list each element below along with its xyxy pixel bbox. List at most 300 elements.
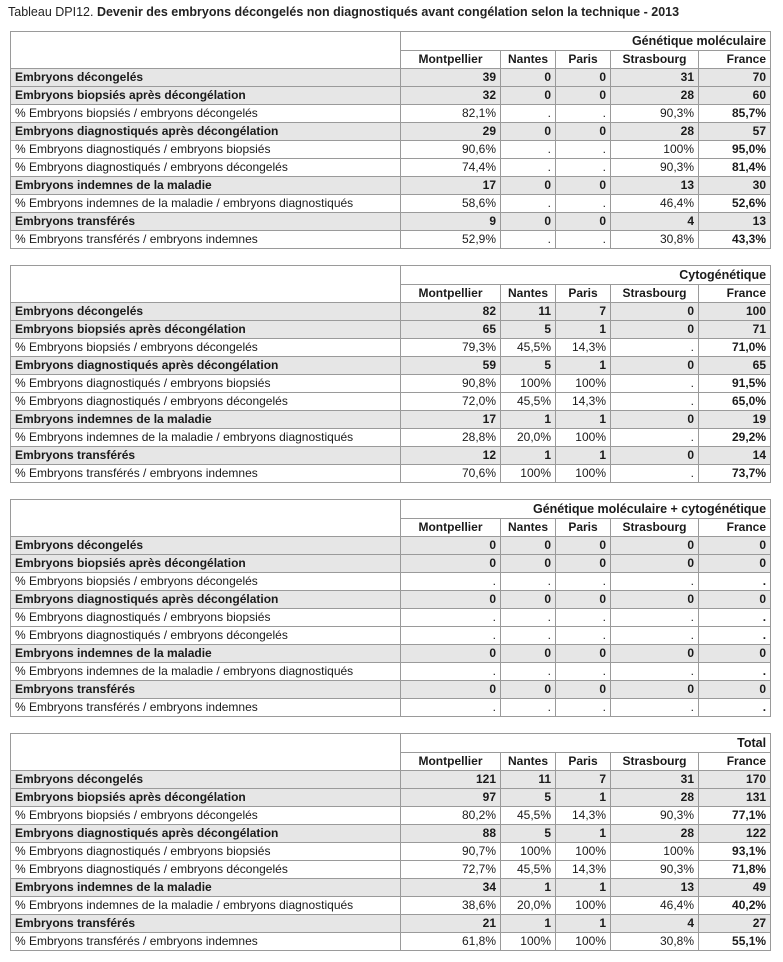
value-cell-france: 49 [699,879,771,897]
value-cell-montpellier: 29 [401,123,501,141]
row-label: Embryons diagnostiqués après décongélation [11,591,401,609]
row-label: Embryons diagnostiqués après décongélation [11,357,401,375]
value-cell-strasbourg: 90,3% [611,807,699,825]
table-row [11,465,771,483]
row-label: Embryons indemnes de la maladie [11,177,401,195]
table-row [11,555,771,573]
value-cell-strasbourg: . [611,663,699,681]
value-cell-montpellier: 72,0% [401,393,501,411]
value-cell-france: 65,0% [699,393,771,411]
table-row [11,861,771,879]
value-cell-montpellier: 90,6% [401,141,501,159]
value-cell-nantes: 5 [501,321,556,339]
table-row [11,537,771,555]
column-header-nantes: Nantes [501,519,556,537]
value-cell-france: 52,6% [699,195,771,213]
value-cell-montpellier: 0 [401,537,501,555]
table-row [11,375,771,393]
value-cell-nantes: . [501,573,556,591]
value-cell-france: 131 [699,789,771,807]
section-title: Cytogénétique [401,266,771,285]
table-row [11,627,771,645]
value-cell-strasbourg: 30,8% [611,933,699,951]
value-cell-strasbourg: 31 [611,69,699,87]
section-header-row [11,734,771,753]
value-cell-paris: 14,3% [556,807,611,825]
row-label: Embryons indemnes de la maladie [11,645,401,663]
value-cell-france: 40,2% [699,897,771,915]
row-label: % Embryons transférés / embryons indemnes [11,231,401,249]
column-header-montpellier: Montpellier [401,285,501,303]
value-cell-nantes: . [501,609,556,627]
value-cell-paris: 1 [556,357,611,375]
value-cell-paris: . [556,573,611,591]
row-label: Embryons biopsiés après décongélation [11,321,401,339]
value-cell-strasbourg: . [611,465,699,483]
value-cell-nantes: 0 [501,645,556,663]
value-cell-nantes: 20,0% [501,897,556,915]
value-cell-strasbourg: 0 [611,555,699,573]
table-row [11,825,771,843]
column-header-row [11,519,771,537]
value-cell-france: 29,2% [699,429,771,447]
table-row [11,177,771,195]
column-header-row [11,285,771,303]
row-label: % Embryons diagnostiqués / embryons décongelés [11,393,401,411]
row-label: % Embryons diagnostiqués / embryons biopsiés [11,609,401,627]
table-row [11,591,771,609]
table-row [11,159,771,177]
section-header-row [11,266,771,285]
value-cell-strasbourg: . [611,699,699,717]
row-label: Embryons diagnostiqués après décongélation [11,123,401,141]
table-row [11,213,771,231]
value-cell-strasbourg: 0 [611,357,699,375]
value-cell-paris: . [556,231,611,249]
value-cell-nantes: . [501,627,556,645]
value-cell-montpellier: 80,2% [401,807,501,825]
row-label: % Embryons biopsiés / embryons décongelés [11,105,401,123]
value-cell-france: 122 [699,825,771,843]
value-cell-strasbourg: . [611,609,699,627]
column-header-france: France [699,51,771,69]
table-row [11,573,771,591]
value-cell-montpellier: 0 [401,591,501,609]
value-cell-montpellier: 88 [401,825,501,843]
value-cell-montpellier: . [401,573,501,591]
row-label: % Embryons diagnostiqués / embryons décongelés [11,159,401,177]
table-row [11,879,771,897]
table-row [11,321,771,339]
value-cell-nantes: 11 [501,303,556,321]
table-row [11,393,771,411]
section-title: Génétique moléculaire [401,32,771,51]
column-header-row [11,753,771,771]
value-cell-strasbourg: 0 [611,681,699,699]
value-cell-montpellier: . [401,609,501,627]
table-row [11,645,771,663]
value-cell-montpellier: 82 [401,303,501,321]
value-cell-nantes: 100% [501,375,556,393]
value-cell-montpellier: 34 [401,879,501,897]
value-cell-paris: . [556,105,611,123]
column-header-france: France [699,519,771,537]
corner-cell [11,51,401,69]
column-header-paris: Paris [556,285,611,303]
value-cell-paris: 100% [556,843,611,861]
value-cell-paris: 100% [556,429,611,447]
value-cell-paris: 0 [556,681,611,699]
row-label: Embryons décongelés [11,303,401,321]
row-label: % Embryons transférés / embryons indemnes [11,933,401,951]
value-cell-paris: 0 [556,537,611,555]
value-cell-paris: . [556,141,611,159]
column-header-strasbourg: Strasbourg [611,51,699,69]
value-cell-paris: 0 [556,177,611,195]
row-label: % Embryons diagnostiqués / embryons biopsiés [11,843,401,861]
table-cytogenetique [10,265,771,483]
value-cell-nantes: 11 [501,771,556,789]
column-header-france: France [699,285,771,303]
value-cell-paris: 0 [556,87,611,105]
value-cell-france: 14 [699,447,771,465]
table-row [11,303,771,321]
value-cell-paris: . [556,627,611,645]
column-header-paris: Paris [556,51,611,69]
value-cell-paris: 0 [556,213,611,231]
table-row [11,411,771,429]
value-cell-montpellier: 59 [401,357,501,375]
value-cell-france: 85,7% [699,105,771,123]
value-cell-paris: 1 [556,915,611,933]
value-cell-strasbourg: 0 [611,645,699,663]
value-cell-france: . [699,573,771,591]
value-cell-strasbourg: . [611,429,699,447]
row-label: % Embryons diagnostiqués / embryons biopsiés [11,375,401,393]
value-cell-strasbourg: 100% [611,843,699,861]
corner-cell [11,500,401,519]
row-label: % Embryons biopsiés / embryons décongelés [11,807,401,825]
value-cell-strasbourg: 28 [611,87,699,105]
value-cell-strasbourg: 90,3% [611,861,699,879]
row-label: Embryons indemnes de la maladie [11,411,401,429]
table-row [11,447,771,465]
value-cell-paris: 100% [556,933,611,951]
table-row [11,897,771,915]
value-cell-strasbourg: 46,4% [611,897,699,915]
table-row [11,195,771,213]
value-cell-france: . [699,699,771,717]
value-cell-france: 0 [699,555,771,573]
value-cell-france: 77,1% [699,807,771,825]
value-cell-nantes: 0 [501,123,556,141]
value-cell-montpellier: 38,6% [401,897,501,915]
column-header-montpellier: Montpellier [401,753,501,771]
value-cell-montpellier: 0 [401,555,501,573]
value-cell-paris: 0 [556,645,611,663]
value-cell-strasbourg: 100% [611,141,699,159]
value-cell-montpellier: 17 [401,177,501,195]
value-cell-nantes: 0 [501,555,556,573]
section-header-row [11,32,771,51]
row-label: % Embryons transférés / embryons indemnes [11,699,401,717]
value-cell-montpellier: 97 [401,789,501,807]
row-label: Embryons transférés [11,213,401,231]
value-cell-strasbourg: 90,3% [611,159,699,177]
value-cell-france: 30 [699,177,771,195]
corner-cell [11,266,401,285]
column-header-paris: Paris [556,519,611,537]
value-cell-montpellier: 17 [401,411,501,429]
value-cell-paris: 1 [556,447,611,465]
value-cell-paris: . [556,195,611,213]
value-cell-nantes: 0 [501,213,556,231]
value-cell-france: 60 [699,87,771,105]
value-cell-montpellier: 79,3% [401,339,501,357]
table-genetique-moleculaire [10,31,771,249]
value-cell-nantes: 100% [501,465,556,483]
value-cell-france: 100 [699,303,771,321]
value-cell-montpellier: 58,6% [401,195,501,213]
value-cell-nantes: 0 [501,87,556,105]
table-row [11,339,771,357]
value-cell-paris: 1 [556,825,611,843]
row-label: % Embryons indemnes de la maladie / embryons diagnostiqués [11,429,401,447]
value-cell-strasbourg: 28 [611,123,699,141]
value-cell-montpellier: 32 [401,87,501,105]
value-cell-nantes: 1 [501,879,556,897]
value-cell-france: 71 [699,321,771,339]
table-row [11,681,771,699]
table-row [11,933,771,951]
column-header-nantes: Nantes [501,51,556,69]
table-number: Tableau DPI12. [8,5,94,19]
value-cell-france: . [699,609,771,627]
value-cell-paris: 100% [556,375,611,393]
corner-cell [11,519,401,537]
row-label: % Embryons diagnostiqués / embryons décongelés [11,627,401,645]
value-cell-france: 71,8% [699,861,771,879]
column-header-nantes: Nantes [501,753,556,771]
value-cell-montpellier: 12 [401,447,501,465]
value-cell-montpellier: 74,4% [401,159,501,177]
value-cell-paris: 7 [556,771,611,789]
value-cell-nantes: 1 [501,411,556,429]
table-row [11,429,771,447]
value-cell-france: 0 [699,645,771,663]
column-header-strasbourg: Strasbourg [611,285,699,303]
value-cell-france: 0 [699,681,771,699]
value-cell-montpellier: 9 [401,213,501,231]
row-label: % Embryons diagnostiqués / embryons biopsiés [11,141,401,159]
value-cell-nantes: 0 [501,591,556,609]
value-cell-paris: 1 [556,321,611,339]
value-cell-nantes: 0 [501,537,556,555]
row-label: % Embryons biopsiés / embryons décongelés [11,339,401,357]
column-header-paris: Paris [556,753,611,771]
value-cell-france: 55,1% [699,933,771,951]
value-cell-france: 57 [699,123,771,141]
value-cell-paris: . [556,699,611,717]
value-cell-nantes: 45,5% [501,807,556,825]
value-cell-france: 95,0% [699,141,771,159]
value-cell-paris: . [556,609,611,627]
row-label: Embryons transférés [11,681,401,699]
value-cell-montpellier: 90,8% [401,375,501,393]
table-row [11,843,771,861]
row-label: Embryons diagnostiqués après décongélation [11,825,401,843]
value-cell-paris: . [556,159,611,177]
row-label: % Embryons transférés / embryons indemnes [11,465,401,483]
column-header-nantes: Nantes [501,285,556,303]
value-cell-strasbourg: 0 [611,321,699,339]
value-cell-france: 27 [699,915,771,933]
value-cell-strasbourg: . [611,573,699,591]
value-cell-nantes: 5 [501,357,556,375]
table-genetique-moleculaire-cytogenetique [10,499,771,717]
value-cell-strasbourg: 0 [611,303,699,321]
value-cell-strasbourg: 31 [611,771,699,789]
value-cell-nantes: 0 [501,177,556,195]
value-cell-france: 70 [699,69,771,87]
value-cell-france: 81,4% [699,159,771,177]
value-cell-france: 170 [699,771,771,789]
value-cell-france: 0 [699,591,771,609]
value-cell-strasbourg: . [611,393,699,411]
table-row [11,771,771,789]
value-cell-paris: 0 [556,591,611,609]
value-cell-paris: 1 [556,411,611,429]
value-cell-strasbourg: 90,3% [611,105,699,123]
corner-cell [11,285,401,303]
value-cell-strasbourg: 0 [611,591,699,609]
column-header-strasbourg: Strasbourg [611,519,699,537]
value-cell-nantes: . [501,231,556,249]
table-row [11,105,771,123]
row-label: Embryons transférés [11,915,401,933]
value-cell-nantes: 20,0% [501,429,556,447]
value-cell-nantes: . [501,105,556,123]
value-cell-france: . [699,663,771,681]
value-cell-nantes: 5 [501,825,556,843]
table-row [11,141,771,159]
value-cell-france: 65 [699,357,771,375]
value-cell-nantes: 45,5% [501,339,556,357]
value-cell-strasbourg: 13 [611,879,699,897]
value-cell-france: 93,1% [699,843,771,861]
column-header-strasbourg: Strasbourg [611,753,699,771]
section-title: Total [401,734,771,753]
value-cell-montpellier: . [401,627,501,645]
table-row [11,807,771,825]
value-cell-montpellier: 39 [401,69,501,87]
value-cell-nantes: . [501,159,556,177]
value-cell-france: 91,5% [699,375,771,393]
table-row [11,609,771,627]
value-cell-paris: 0 [556,123,611,141]
value-cell-strasbourg: 4 [611,213,699,231]
value-cell-strasbourg: 4 [611,915,699,933]
table-row [11,789,771,807]
table-row [11,69,771,87]
column-header-row [11,51,771,69]
column-header-france: France [699,753,771,771]
value-cell-france: 19 [699,411,771,429]
table-row [11,87,771,105]
table-row [11,231,771,249]
value-cell-nantes: . [501,141,556,159]
row-label: Embryons décongelés [11,69,401,87]
row-label: Embryons biopsiés après décongélation [11,789,401,807]
value-cell-strasbourg: 0 [611,537,699,555]
row-label: % Embryons biopsiés / embryons décongelés [11,573,401,591]
value-cell-montpellier: 21 [401,915,501,933]
row-label: % Embryons indemnes de la maladie / embryons diagnostiqués [11,663,401,681]
value-cell-montpellier: 70,6% [401,465,501,483]
value-cell-paris: . [556,663,611,681]
value-cell-france: 73,7% [699,465,771,483]
value-cell-paris: 14,3% [556,339,611,357]
value-cell-nantes: 1 [501,915,556,933]
value-cell-montpellier: 0 [401,645,501,663]
value-cell-strasbourg: 0 [611,447,699,465]
table-caption: Devenir des embryons décongelés non diagnostiqués avant congélation selon la technique - 2013 [93,5,680,19]
row-label: Embryons indemnes de la maladie [11,879,401,897]
value-cell-nantes: 100% [501,933,556,951]
row-label: Embryons biopsiés après décongélation [11,555,401,573]
table-row [11,699,771,717]
value-cell-france: 71,0% [699,339,771,357]
value-cell-france: 13 [699,213,771,231]
value-cell-paris: 14,3% [556,861,611,879]
value-cell-strasbourg: . [611,627,699,645]
value-cell-paris: 1 [556,789,611,807]
section-header-row [11,500,771,519]
row-label: Embryons décongelés [11,771,401,789]
row-label: Embryons transférés [11,447,401,465]
value-cell-paris: 100% [556,897,611,915]
value-cell-nantes: . [501,663,556,681]
value-cell-montpellier: 82,1% [401,105,501,123]
value-cell-strasbourg: 46,4% [611,195,699,213]
section-title: Génétique moléculaire + cytogénétique [401,500,771,519]
value-cell-nantes: 1 [501,447,556,465]
row-label: % Embryons indemnes de la maladie / embryons diagnostiqués [11,897,401,915]
row-label: % Embryons diagnostiqués / embryons décongelés [11,861,401,879]
value-cell-france: . [699,627,771,645]
corner-cell [11,753,401,771]
value-cell-strasbourg: 28 [611,825,699,843]
value-cell-nantes: 45,5% [501,393,556,411]
value-cell-strasbourg: 28 [611,789,699,807]
table-total [10,733,771,951]
value-cell-paris: 0 [556,69,611,87]
value-cell-paris: 14,3% [556,393,611,411]
value-cell-nantes: 5 [501,789,556,807]
value-cell-paris: 7 [556,303,611,321]
value-cell-montpellier: 90,7% [401,843,501,861]
value-cell-montpellier: 65 [401,321,501,339]
value-cell-nantes: 0 [501,69,556,87]
value-cell-strasbourg: . [611,339,699,357]
value-cell-montpellier: . [401,699,501,717]
corner-cell [11,32,401,51]
value-cell-paris: 100% [556,465,611,483]
value-cell-france: 0 [699,537,771,555]
value-cell-montpellier: 52,9% [401,231,501,249]
table-title [8,5,679,19]
table-row [11,663,771,681]
